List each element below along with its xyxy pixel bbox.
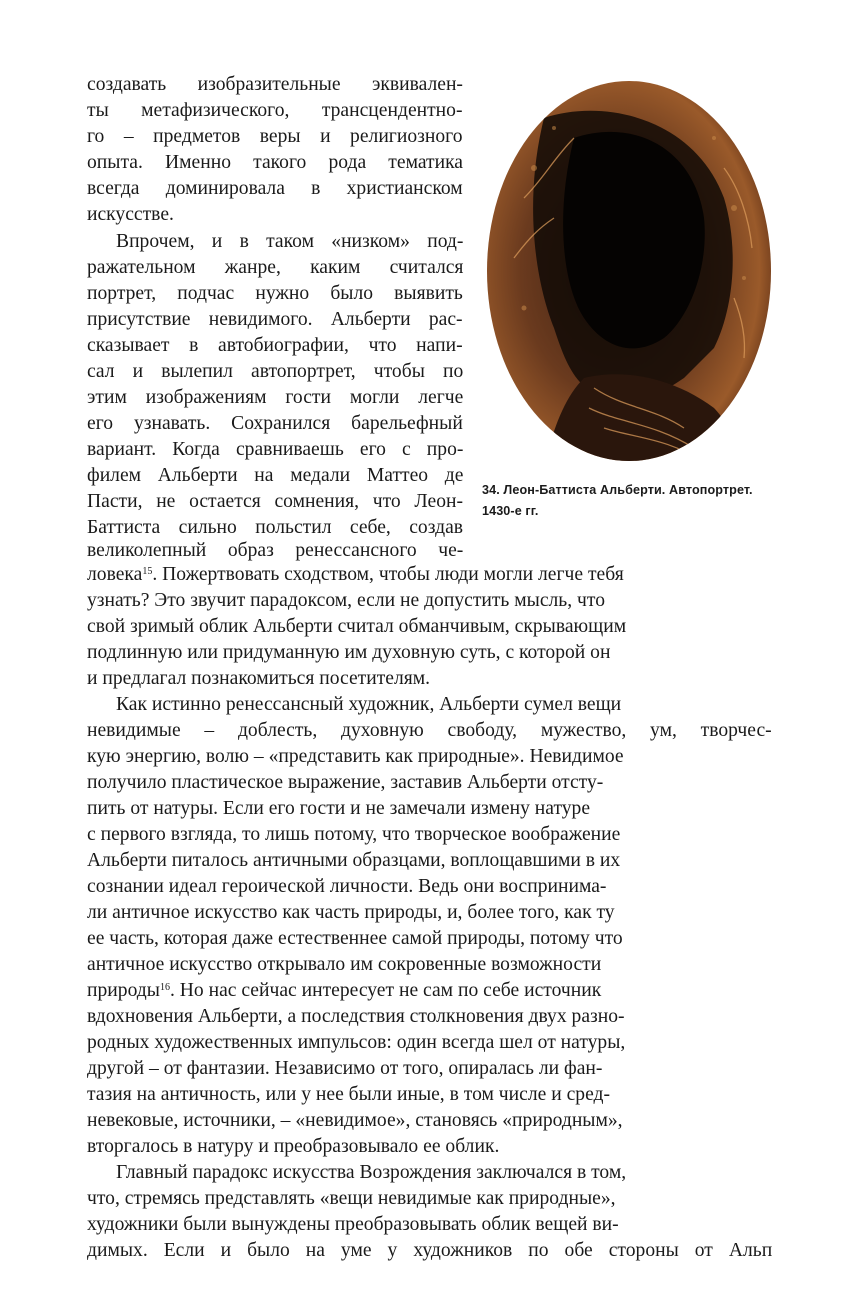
text-line: го – предметов веры и религиозного (87, 126, 463, 147)
text-line: узнать? Это звучит парадоксом, если не допустить мысль, что (87, 590, 605, 611)
text-line: его узнавать. Сохранился барельефный (87, 413, 463, 434)
text-line: Впрочем, и в таком «низком» под- (116, 231, 464, 252)
text-line: всегда доминировала в христианском (87, 178, 463, 199)
text-line: Альберти питалось античными образцами, воплощавшими в их (87, 850, 621, 871)
text-line: античное искусство открывало им сокровенные возможности (87, 954, 602, 975)
text-line: подлинную или придуманную им духовную суть, с которой он (87, 642, 611, 663)
text-line: свой зримый облик Альберти считал обманчивым, скрывающим (87, 616, 627, 637)
text-line: ты метафизического, трансцендентно- (87, 100, 463, 121)
text-line: димых. Если и было на уме у художников по обе стороны от Альп (87, 1240, 773, 1261)
text-line: невидимые – доблесть, духовную свободу, мужество, ум, творчес- (87, 720, 772, 741)
text-line: пить от натуры. Если его гости и не замечали измену натуре (87, 798, 591, 819)
text-line: с первого взгляда, то лишь потому, что творческое воображение (87, 824, 621, 845)
text-line: создавать изобразительные эквивален- (87, 74, 463, 95)
text-line: Главный парадокс искусства Возрождения заключался в том, (116, 1162, 627, 1183)
text-line: сказывает в автобиографии, что напи- (87, 335, 463, 356)
text-line: другой – от фантазии. Независимо от того, опиралась ли фан- (87, 1058, 603, 1079)
text-line: Как истинно ренессансный художник, Альберти сумел вещи (116, 694, 622, 715)
text-line: ли античное искусство как часть природы, и, более того, как ту (87, 902, 615, 923)
text-line: ражательном жанре, каким считался (87, 257, 464, 278)
text-line: сознании идеал героической личности. Ведь они воспринима- (87, 876, 607, 897)
portrait-figure (484, 78, 774, 464)
text-line: Пасти, не остается сомнения, что Леон- (87, 491, 464, 512)
text-line: великолепный образ ренессансного че- (87, 540, 464, 561)
text-line: ее часть, которая даже естественнее самой природы, потому что (87, 928, 623, 949)
text-line: и предлагал познакомиться посетителям. (87, 668, 431, 689)
figure-caption (482, 480, 812, 522)
text-line: портрет, подчас нужно было выявить (87, 283, 463, 304)
text-line: невековые, источники, – «невидимое», становясь «природным», (87, 1110, 623, 1131)
text-line: художники были вынуждены преобразовывать облик вещей ви- (87, 1214, 619, 1235)
caption-line: 34. Леон-Баттиста Альберти. Автопортрет. (482, 483, 753, 497)
text-line-with-footnote: ловека$^{15}$. Пожертвовать сходством, чтобы люди могли легче тебя (87, 564, 624, 585)
text-line: этим изображениям гости могли легче (87, 387, 464, 408)
text-line: вдохновения Альберти, а последствия столкновения двух разно- (87, 1006, 625, 1027)
footnote-marker: 16 (159, 982, 170, 993)
text-line: сал и вылепил автопортрет, чтобы по (87, 361, 464, 382)
text-line: опыта. Именно такого рода тематика (87, 152, 463, 173)
text-line: тазия на античность, или у нее были иные, в том числе и сред- (87, 1084, 611, 1105)
text-line: родных художественных импульсов: один всегда шел от натуры, (87, 1032, 626, 1053)
text-line: Баттиста сильно польстил себе, создав (87, 517, 464, 538)
text-line: вариант. Когда сравниваешь его с про- (87, 439, 464, 460)
text-line: вторгалось в натуру и преобразовывало ее облик. (87, 1136, 500, 1157)
caption-line: 1430-е гг. (482, 504, 539, 518)
text-line: филем Альберти на медали Маттео де (87, 465, 464, 486)
text-line: присутствие невидимого. Альберти рас- (87, 309, 463, 330)
text-line: что, стремясь представлять «вещи невидимые как природные», (87, 1188, 616, 1209)
oval-bronze-self-portrait-relief-icon (484, 78, 774, 464)
text-line: получило пластическое выражение, заставив Альберти отсту- (87, 772, 604, 793)
text-line: кую энергию, волю – «представить как природные». Невидимое (87, 746, 624, 767)
footnote-marker: 15 (142, 566, 153, 577)
text-line: искусстве. (87, 204, 174, 225)
text-line-with-footnote: природы$^{16}$. Но нас сейчас интересует не сам по себе источник (87, 980, 602, 1001)
